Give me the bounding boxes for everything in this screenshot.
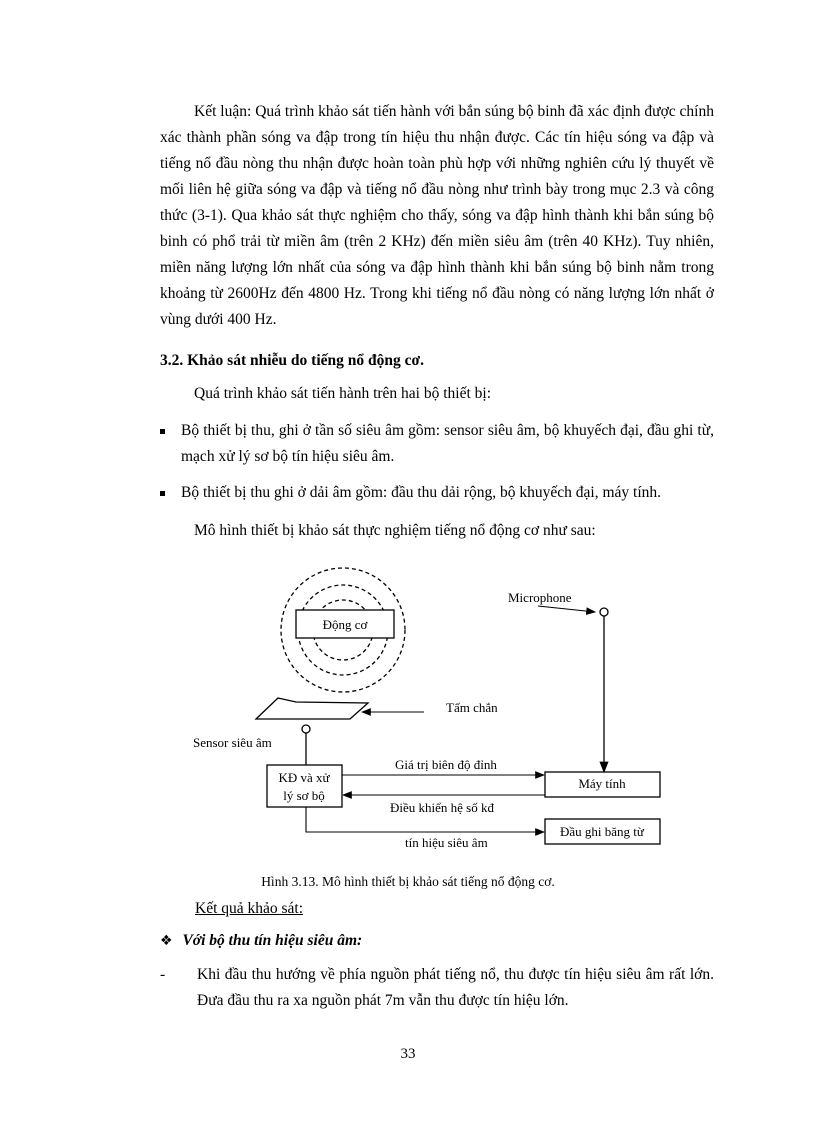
- computer-label: Máy tính: [578, 776, 626, 791]
- figure-caption: Hình 3.13. Mô hình thiết bị khảo sát tiếng nổ động cơ.: [261, 874, 555, 889]
- gain-control-label: Điều khiển hệ số kđ: [390, 800, 494, 815]
- amplifier-label-line1: KĐ và xử: [278, 770, 330, 785]
- equipment-diagram: [190, 555, 670, 855]
- sensor-label: Sensor siêu âm: [193, 735, 272, 750]
- subsection-heading: [160, 932, 362, 950]
- dash-item-text: Khi đầu thu hướng về phía nguồn phát tiếng nổ, thu được tín hiệu siêu âm rất lớn. Đưa đầu thu ra xa nguồn phát 7m vẫn thu được tín hiệu lớn.: [197, 966, 714, 1009]
- peak-value-label: Giá trị biên độ đỉnh: [395, 757, 497, 772]
- engine-label: Động cơ: [322, 617, 368, 632]
- recorder-label: Đầu ghi băng từ: [560, 824, 644, 839]
- amplifier-label-line2: lý sơ bộ: [283, 788, 325, 803]
- shield-label: Tấm chắn: [446, 700, 498, 715]
- bullet-square-icon: [160, 480, 165, 506]
- model-sentence: Mô hình thiết bị khảo sát thực nghiệm tiếng nổ động cơ như sau:: [194, 522, 596, 539]
- diamond-bullet-icon: ❖: [160, 933, 173, 949]
- conclusion-paragraph: Kết luận: Quá trình khảo sát tiến hành với bắn súng bộ binh đã xác định được chính xác thành phần sóng va đập trong tín hiệu thu nhận được. Các tín hiệu sóng va đập và tiếng nổ đầu nòng thu nhận được hoàn toàn phù hợp với những nghiên cứu lý thuyết về mối liên hệ giữa sóng va đập và tiếng nổ đầu nòng như trình bày trong mục 2.3 và công thức (3-1). Qua khảo sát thực nghiệm cho thấy, sóng va đập hình thành khi bắn súng bộ binh có phổ trải từ miền âm (trên 2 KHz) đến miền siêu âm (trên 40 KHz). Tuy nhiên, miền năng lượng lớn nhất của sóng va đập hình thành khi bắn súng bộ binh nằm trong khoảng từ 2600Hz đến 4800 Hz. Trong khi tiếng nổ đầu nòng có năng lượng lớn nhất ở vùng dưới 400 Hz.: [160, 103, 714, 328]
- results-label: [195, 896, 303, 922]
- section-heading: 3.2. Khảo sát nhiễu do tiếng nổ động cơ.: [160, 352, 424, 369]
- microphone-pointer: [538, 606, 595, 612]
- bullet-square-icon: [160, 418, 165, 444]
- results-label-text: Kết quả khảo sát:: [195, 900, 304, 917]
- dash-marker: -: [160, 966, 166, 983]
- subsection-title: Với bộ thu tín hiệu siêu âm:: [182, 932, 363, 949]
- microphone-icon: [600, 608, 608, 616]
- ultrasonic-signal-label: tín hiệu siêu âm: [405, 835, 488, 850]
- dash-item: [160, 962, 714, 1014]
- bullet-text: Bộ thiết bị thu ghi ở dải âm gồm: đầu thu dải rộng, bộ khuyếch đại, máy tính.: [181, 484, 662, 501]
- shield-plate: [256, 698, 368, 719]
- bullet-text: Bộ thiết bị thu, ghi ở tần số siêu âm gồm: sensor siêu âm, bộ khuyếch đại, đầu ghi từ, mạch xử lý sơ bộ tín hiệu siêu âm.: [181, 422, 714, 465]
- page-number: 33: [400, 1046, 416, 1062]
- microphone-label: Microphone: [508, 590, 572, 605]
- bullet-item: [160, 418, 714, 470]
- bullet-item: [160, 480, 714, 506]
- intro-sentence: Quá trình khảo sát tiến hành trên hai bộ thiết bị:: [194, 385, 492, 402]
- sensor-icon: [302, 725, 310, 733]
